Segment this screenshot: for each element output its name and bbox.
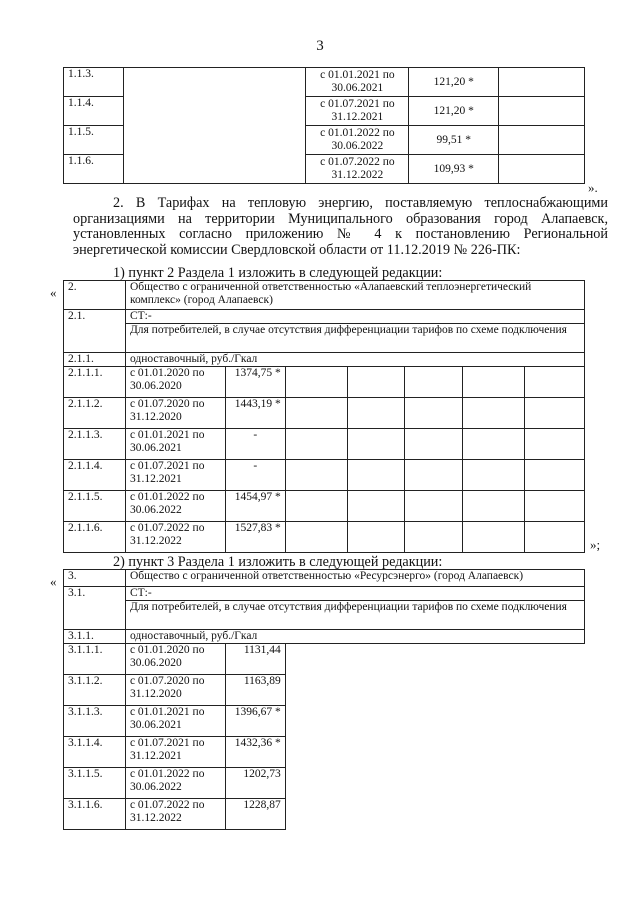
row-period: с 01.01.2020 по 30.06.2020 [125,644,225,675]
row-period: с 01.07.2022 по 31.12.2022 [306,155,409,184]
row-period: с 01.01.2021 по 30.06.2021 [125,706,225,737]
row-period: с 01.01.2022 по 30.06.2022 [306,126,409,155]
closing-quote: »; [590,537,601,552]
row-period: с 01.07.2022 по 31.12.2022 [125,799,225,830]
table-row [64,367,585,398]
table-row [64,68,585,97]
row-code: 1.1.6. [64,155,124,184]
table-row [64,522,585,553]
row-code: 3.1.1.2. [64,675,126,706]
row-value: - [225,460,285,491]
table-row [64,737,585,768]
org-name: Общество с ограниченной ответственностью «Ресурсэнерго» (город Алапаевск) [125,570,584,587]
tariff-table-3 [63,569,585,830]
table-row [64,706,585,737]
row-code: 1.1.3. [64,68,124,97]
row-period: с 01.07.2021 по 31.12.2021 [125,737,225,768]
row-value: 121,20 * [409,97,499,126]
row-value: 1131,44 [225,644,285,675]
table-row [64,768,585,799]
row-code: 1.1.4. [64,97,124,126]
row-value: 1454,97 * [225,491,285,522]
subpoint-1: 1) пункт 2 Раздела 1 изложить в следующей редакции: [113,265,443,281]
table-row [64,460,585,491]
row-value: 121,20 * [409,68,499,97]
org-code: 2. [64,281,126,310]
consumers-label: Для потребителей, в случае отсутствия дифференциации тарифов по схеме подключения [125,601,584,630]
row-period: с 01.07.2021 по 31.12.2021 [125,460,225,491]
table-row [64,398,585,429]
st-label: СТ:- [125,310,584,324]
row-value: 1374,75 * [225,367,285,398]
top-tariff-table [63,67,585,184]
row-value: - [225,429,285,460]
row-code: 3.1.1.3. [64,706,126,737]
row-value: 1432,36 * [225,737,285,768]
open-quote: « [50,574,57,589]
org-code: 3. [64,570,126,587]
row-period: с 01.01.2021 по 30.06.2021 [306,68,409,97]
row-code: 2.1.1.1. [64,367,126,398]
row-code: 3.1.1.5. [64,768,126,799]
tariff-table-2 [63,280,585,553]
page-number: 3 [316,38,324,54]
consumers-label: Для потребителей, в случае отсутствия дифференциации тарифов по схеме подключения [125,324,584,353]
row-period: с 01.07.2020 по 31.12.2020 [125,398,225,429]
row-code: 2.1.1.6. [64,522,126,553]
row-value: 1527,83 * [225,522,285,553]
row-value: 1228,87 [225,799,285,830]
row-code: 1.1.5. [64,126,124,155]
rate-label: одноставочный, руб./Гкал [125,630,584,644]
st-label: СТ:- [125,587,584,601]
row-period: с 01.07.2020 по 31.12.2020 [125,675,225,706]
row-code: 3.1.1.1. [64,644,126,675]
rate-code: 3.1.1. [64,630,126,644]
paragraph-2: 2. В Тарифах на тепловую энергию, поставляемую теплоснабжающими организациями на территории Муниципального образования город Алапаевск, установленных согласно приложению № 4 к постановлению Региональной энергетической комиссии Свердловской области от 11.12.2019 № 226-ПК: [73,195,608,258]
table-row [64,491,585,522]
table-row [64,675,585,706]
row-value: 1163,89 [225,675,285,706]
row-code: 2.1.1.5. [64,491,126,522]
rate-label: одноставочный, руб./Гкал [125,353,584,367]
row-period: с 01.01.2021 по 30.06.2021 [125,429,225,460]
subpoint-2: 2) пункт 3 Раздела 1 изложить в следующей редакции: [113,554,443,570]
table-row [64,799,585,830]
row-code: 3.1.1.4. [64,737,126,768]
row-value: 109,93 * [409,155,499,184]
closing-quote: ». [588,180,598,195]
table-row [64,644,585,675]
table-row [64,429,585,460]
merged-empty-cell [123,68,306,184]
row-value: 1396,67 * [225,706,285,737]
org-name: Общество с ограниченной ответственностью «Алапаевский теплоэнергетический комплекс» (город Алапаевск) [125,281,584,310]
row-code: 2.1.1.2. [64,398,126,429]
row-code: 2.1.1.4. [64,460,126,491]
row-value: 1202,73 [225,768,285,799]
row-period: с 01.01.2022 по 30.06.2022 [125,491,225,522]
row-value: 99,51 * [409,126,499,155]
row-code: 2.1.1.3. [64,429,126,460]
row-code: 3.1.1.6. [64,799,126,830]
row-period: с 01.07.2021 по 31.12.2021 [306,97,409,126]
open-quote: « [50,285,57,300]
row-period: с 01.01.2020 по 30.06.2020 [125,367,225,398]
row-period: с 01.07.2022 по 31.12.2022 [125,522,225,553]
st-code: 2.1. [64,310,126,353]
row-period: с 01.01.2022 по 30.06.2022 [125,768,225,799]
rate-code: 2.1.1. [64,353,126,367]
st-code: 3.1. [64,587,126,630]
row-value: 1443,19 * [225,398,285,429]
